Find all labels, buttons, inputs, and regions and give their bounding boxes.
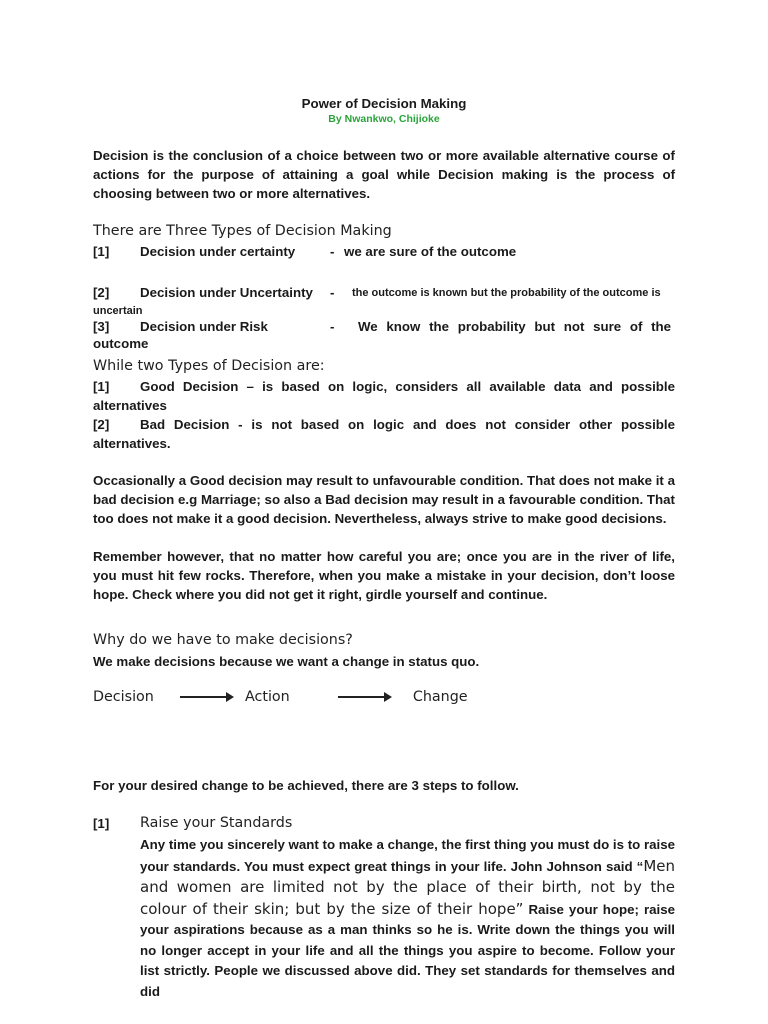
type-desc-end: outcome bbox=[93, 336, 149, 351]
type-item-3 bbox=[93, 317, 675, 351]
step-1-body bbox=[140, 835, 675, 1002]
paragraph-good-bad: Occasionally a Good decision may result to unfavourable condition. That does not make it a bad decision e.g Marriage; so also a Bad decision may result in a favourable condition. That too does not make it a good decision. Nevertheless, always strive to make good decisions. bbox=[93, 473, 675, 526]
type-label: Decision under Uncertainty bbox=[140, 285, 313, 300]
step-text-b: Raise your hope; raise your aspirations because as a man thinks so he is. Write down the things you will no longer accept in your life and all the things you aspire to become. Follow your list strictly. People we discussed above did. They set standards for themselves and did bbox=[140, 901, 675, 999]
type-dash: - bbox=[330, 285, 335, 300]
type-number: [1] bbox=[93, 244, 110, 259]
step-heading: Raise your Standards bbox=[140, 815, 293, 831]
intro-paragraph: Decision is the conclusion of a choice between two or more available alternative course of actions for the purpose of attaining a goal while Decision making is the process of choosing between two or more alternatives. bbox=[93, 148, 675, 201]
document-title: Power of Decision Making bbox=[301, 96, 467, 111]
arrow-icon bbox=[338, 696, 390, 698]
types-heading: There are Three Types of Decision Making bbox=[93, 223, 392, 239]
type-dash: - bbox=[330, 244, 335, 259]
step-1 bbox=[93, 814, 675, 833]
decision-flow bbox=[93, 689, 675, 705]
two-type-item-2 bbox=[93, 415, 675, 453]
two-type-text: Bad Decision - is not based on logic and does not consider other possible alternatives. bbox=[93, 417, 675, 451]
type-desc-end: uncertain bbox=[93, 305, 143, 317]
step-text-a: Any time you sincerely want to make a change, the first thing you must do is to raise your standards. You must expect great things in your life. John Johnson said “ bbox=[140, 837, 675, 874]
type-number: [3] bbox=[93, 319, 110, 334]
type-desc-start: We know the probability but not sure of the bbox=[358, 319, 672, 334]
why-heading: Why do we have to make decisions? bbox=[93, 632, 353, 648]
steps-intro: For your desired change to be achieved, there are 3 steps to follow. bbox=[93, 778, 519, 793]
author-byline: By Nwankwo, Chijioke bbox=[328, 113, 440, 125]
two-type-number: [2] bbox=[93, 417, 110, 432]
two-types-heading: While two Types of Decision are: bbox=[93, 358, 325, 374]
type-label: Decision under Risk bbox=[140, 319, 268, 334]
step-number: [1] bbox=[93, 816, 110, 831]
step-quote: Men and women are limited not by the place of their birth, not by the colour of their skin; but by the size of their hope” bbox=[140, 856, 675, 918]
flow-action: Action bbox=[244, 689, 290, 705]
two-type-item-1 bbox=[93, 377, 675, 415]
arrow-icon bbox=[180, 696, 232, 698]
type-item-1 bbox=[93, 242, 675, 261]
type-number: [2] bbox=[93, 285, 110, 300]
why-text: We make decisions because we want a change in status quo. bbox=[93, 654, 480, 669]
type-desc-start: the outcome is known but the probability of the outcome is bbox=[352, 287, 661, 299]
paragraph-remember: Remember however, that no matter how careful you are; once you are in the river of life, you must hit few rocks. Therefore, when you make a mistake in your decision, don’t loose hope. Check where you did not get it right, girdle yourself and continue. bbox=[93, 549, 675, 602]
two-type-text: Good Decision – is based on logic, considers all available data and possible alternatives bbox=[93, 379, 675, 413]
type-label: Decision under certainty bbox=[140, 244, 296, 259]
flow-decision: Decision bbox=[93, 689, 154, 705]
flow-change: Change bbox=[412, 689, 468, 705]
type-desc: we are sure of the outcome bbox=[344, 244, 517, 259]
two-type-number: [1] bbox=[93, 379, 110, 394]
type-dash: - bbox=[330, 319, 335, 334]
type-item-2 bbox=[93, 283, 675, 318]
